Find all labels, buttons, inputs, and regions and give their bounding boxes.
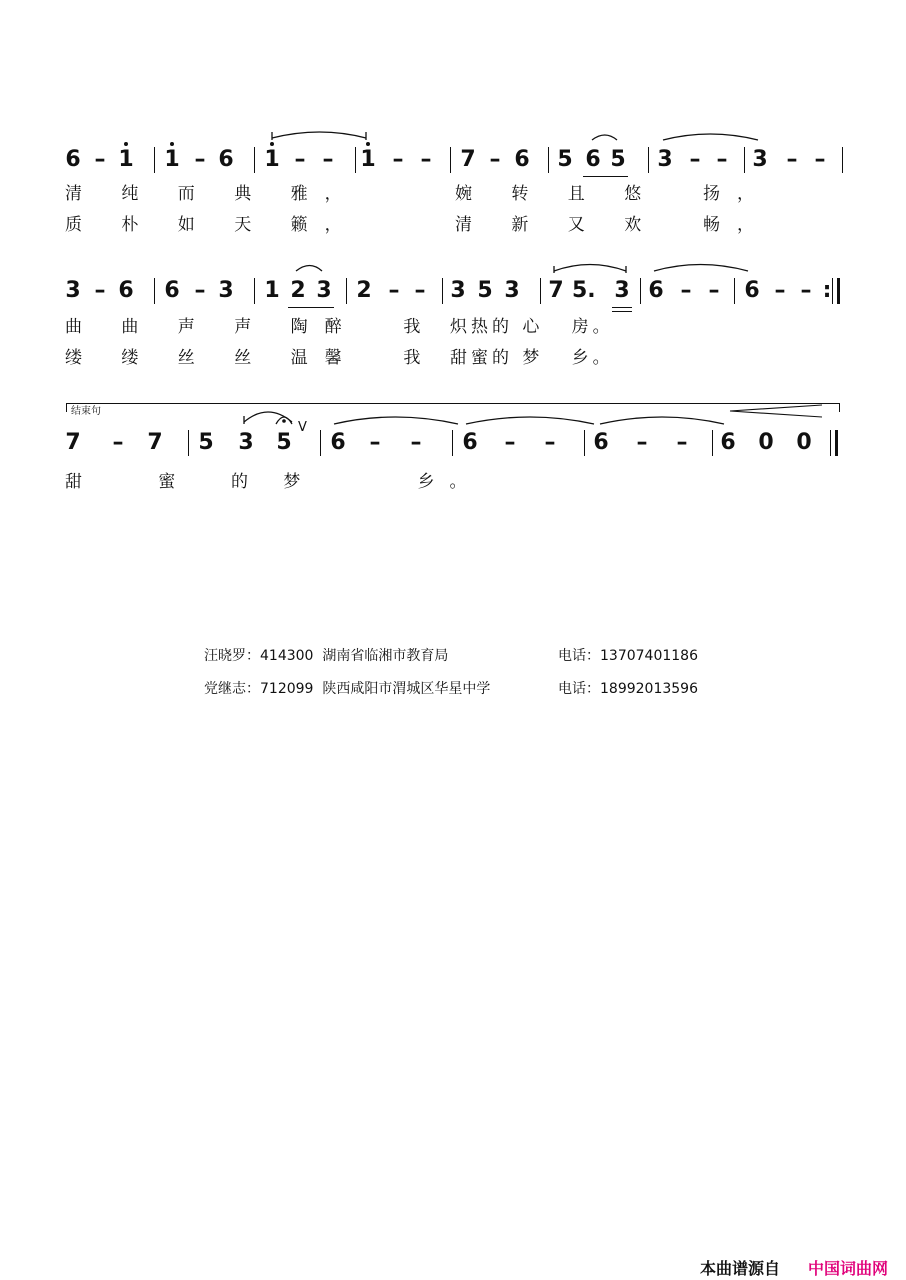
note: 7 (147, 430, 163, 455)
note: 3 (752, 147, 768, 172)
note: – (388, 278, 400, 303)
note: – (676, 430, 688, 455)
note: 6 (118, 278, 134, 303)
note: 3 (504, 278, 520, 303)
note: – (489, 147, 501, 172)
note: 3 (218, 278, 234, 303)
note: – (410, 430, 422, 455)
note: 1 (118, 147, 134, 172)
note: – (414, 278, 426, 303)
lyrics-verse-1a: 清 纯 而 典 雅， (65, 184, 359, 204)
site-name-link[interactable]: 中国词曲网 (808, 1259, 889, 1278)
note: 1 (360, 147, 376, 172)
note: 6 (585, 147, 601, 172)
note: 6 (164, 278, 180, 303)
note: – (194, 147, 206, 172)
note: – (544, 430, 556, 455)
note: 6 (462, 430, 478, 455)
note: – (194, 278, 206, 303)
note: – (680, 278, 692, 303)
contact-2-address: 党继志：712099 陕西咸阳市渭城区华星中学 (204, 681, 491, 697)
note: 7 (460, 147, 476, 172)
note: 7 (548, 278, 564, 303)
note: 7 (65, 430, 81, 455)
note: 6 (218, 147, 234, 172)
note: 2 (290, 278, 306, 303)
note: 6 (330, 430, 346, 455)
note: – (636, 430, 648, 455)
note: 5 (610, 147, 626, 172)
note: – (708, 278, 720, 303)
lyrics-verse-2b: 清 新 又 欢 畅， (455, 215, 772, 235)
note: 3 (316, 278, 332, 303)
source-label: 本曲谱源自 (700, 1259, 781, 1278)
note: – (716, 147, 728, 172)
repeat-dots: : (822, 278, 832, 303)
note: 5. (572, 278, 596, 303)
contact-2-phone: 电话：18992013596 (558, 681, 698, 697)
note: – (94, 278, 106, 303)
note: 2 (356, 278, 372, 303)
note: – (322, 147, 334, 172)
note: – (420, 147, 432, 172)
note: 6 (593, 430, 609, 455)
lyrics-verse-1a: 曲 曲 声 声 陶醉 我 (65, 317, 438, 337)
lyrics-verse-1b: 婉 转 且 悠 扬， (455, 184, 772, 204)
note: 1 (264, 147, 280, 172)
contact-1-address: 汪晓罗：414300 湖南省临湘市教育局 (204, 648, 449, 664)
lyrics-verse-2a: 质 朴 如 天 籁， (65, 215, 359, 235)
note: – (94, 147, 106, 172)
note: 0 (796, 430, 812, 455)
note: – (786, 147, 798, 172)
note: 3 (450, 278, 466, 303)
note: 5 (557, 147, 573, 172)
note: 3 (238, 430, 254, 455)
note: 1 (264, 278, 280, 303)
lyrics-ending: 甜 蜜 的 梦 乡。 (65, 472, 482, 492)
contact-1-phone: 电话：13707401186 (558, 648, 698, 664)
note: 0 (758, 430, 774, 455)
note: – (112, 430, 124, 455)
lyrics-verse-1b: 炽热的 心 房。 (450, 317, 614, 337)
note: 6 (720, 430, 736, 455)
note: – (800, 278, 812, 303)
note: 6 (744, 278, 760, 303)
note: 6 (514, 147, 530, 172)
note: – (774, 278, 786, 303)
lyrics-verse-2b: 甜蜜的 梦 乡。 (450, 348, 614, 368)
breath-mark: V (298, 420, 307, 435)
note: 1 (164, 147, 180, 172)
note: 3 (65, 278, 81, 303)
lyrics-verse-2a: 缕 缕 丝 丝 温馨 我 (65, 348, 438, 368)
note: 5 (198, 430, 214, 455)
note: 3 (657, 147, 673, 172)
note: – (814, 147, 826, 172)
ending-label: 结束句 (71, 406, 101, 417)
note: 6 (648, 278, 664, 303)
note: – (369, 430, 381, 455)
note: 3 (614, 278, 630, 303)
note: – (392, 147, 404, 172)
note: 6 (65, 147, 81, 172)
note: – (504, 430, 516, 455)
note: 5 (276, 430, 292, 455)
note: 5 (477, 278, 493, 303)
note: – (294, 147, 306, 172)
note: – (689, 147, 701, 172)
